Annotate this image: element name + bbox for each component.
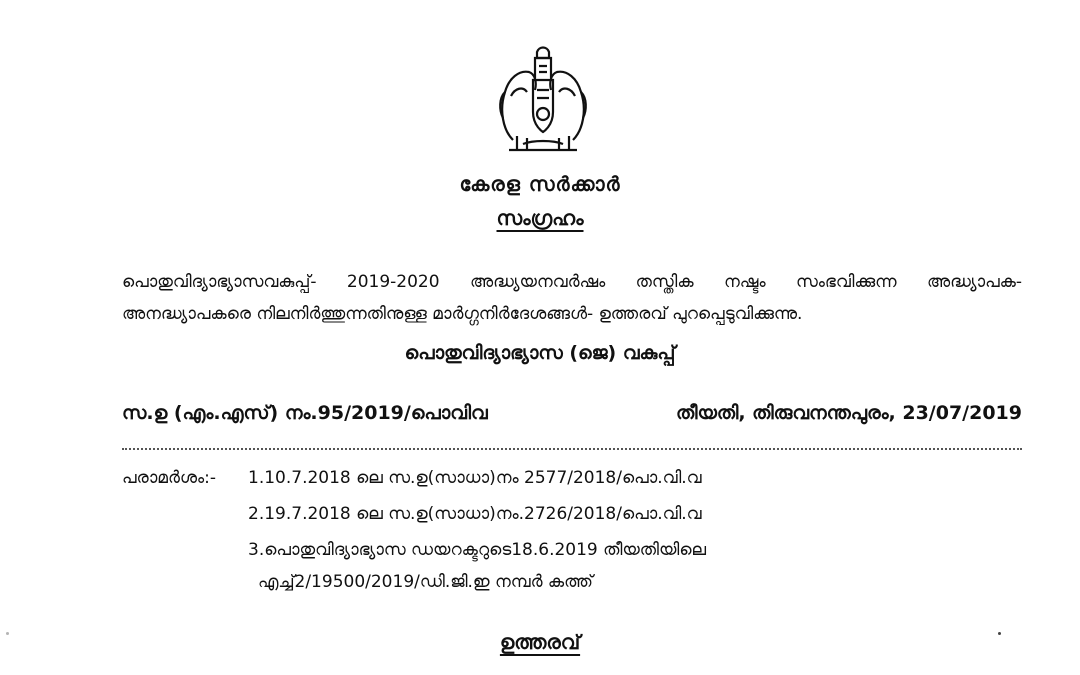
abstract-label-text: സംഗ്രഹം xyxy=(496,206,584,230)
reference-item: 2.19.7.2018 ലെ സ.ഉ(സാധാ)നം.2726/2018/പൊ.വി.വ xyxy=(248,504,702,524)
kerala-emblem-icon xyxy=(493,40,593,160)
subject-line-1: പൊതുവിദ്യാഭ്യാസവകുപ്പ്- 2019-2020 അദ്ധ്യയനവർഷം തസ്തിക നഷ്ടം സംഭവിക്കുന്ന അദ്ധ്യാപക- xyxy=(122,272,1022,292)
order-heading xyxy=(0,630,1080,654)
references-label: പരാമർശം:- xyxy=(122,468,217,488)
scan-speck xyxy=(6,632,9,635)
subject-line-2: അനദ്ധ്യാപകരെ നിലനിർത്തുന്നതിനുള്ള മാർഗ്ഗനിർദേശങ്ങൾ- ഉത്തരവ് പുറപ്പെടുവിക്കുന്നു. xyxy=(122,304,803,324)
order-heading-text: ഉത്തരവ് xyxy=(499,630,581,654)
reference-item: 3.പൊതുവിദ്യാഭ്യാസ ഡയറക്ടറുടെ18.6.2019 തീയതിയിലെ xyxy=(248,540,707,560)
reference-item: എച്ച്2/19500/2019/ഡി.ജി.ഇ നമ്പർ കത്ത് xyxy=(258,572,593,592)
scan-speck xyxy=(998,632,1001,635)
abstract-label xyxy=(0,206,1080,230)
department-name: പൊതുവിദ്യാഭ്യാസ (ജെ) വകുപ്പ് xyxy=(404,342,676,364)
subject-text xyxy=(122,266,1022,330)
order-number-line xyxy=(122,402,1022,424)
order-number: സ.ഉ (എം.എസ്) നം.95/2019/പൊവിവ xyxy=(122,402,488,424)
reference-item: 1.10.7.2018 ലെ സ.ഉ(സാധാ)നം 2577/2018/പൊ.വി.വ xyxy=(248,468,702,488)
dotted-divider xyxy=(122,448,1022,450)
order-date-place: തീയതി, തിരുവനന്തപുരം, 23/07/2019 xyxy=(675,402,1022,424)
government-name: കേരള സർക്കാർ xyxy=(459,172,621,196)
